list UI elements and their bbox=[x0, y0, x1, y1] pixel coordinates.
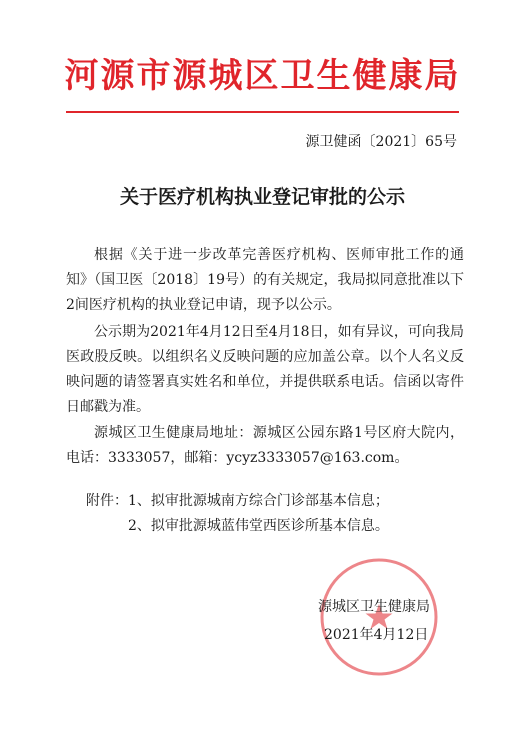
signature-org: 源城区卫生健康局 bbox=[318, 599, 430, 615]
body-paragraph-1 bbox=[66, 243, 464, 318]
body-paragraph-3 bbox=[66, 421, 464, 471]
attachment-item bbox=[86, 489, 389, 514]
red-divider-line bbox=[66, 111, 459, 113]
official-seal-stamp bbox=[318, 556, 440, 678]
attachment-item-text: 1、拟审批源城南方综合门诊部基本信息； bbox=[128, 493, 389, 509]
document-title: 关于医疗机构执业登记审批的公示 bbox=[119, 186, 405, 208]
paragraph-text: 源城区卫生健康局地址：源城区公园东路1号区府大院内，电话：3333057，邮箱：ycyz3333057@163.com。 bbox=[66, 425, 464, 466]
attachments bbox=[86, 489, 389, 539]
body-paragraph-2 bbox=[66, 320, 464, 420]
attachment-item-text: 2、拟审批源城蓝伟堂西医诊所基本信息。 bbox=[128, 518, 389, 534]
attachment-item bbox=[86, 514, 389, 539]
paragraph-text: 根据《关于进一步改革完善医疗机构、医师审批工作的通知》（国卫医〔2018〕19号）的有关规定，我局拟同意批准以下2间医疗机构的执业登记申请，现予以公示。 bbox=[66, 247, 464, 313]
document-number: 源卫健函〔2021〕65号 bbox=[305, 134, 457, 150]
paragraph-text: 公示期为2021年4月12日至4月18日，如有异议，可向我局医政股反映。以组织名义反映问题的应加盖公章。以个人名义反映问题的请签署真实姓名和单位，并提供联系电话。信函以寄件日邮戳为准。 bbox=[66, 324, 464, 415]
letterhead: 河源市源城区卫生健康局 bbox=[64, 56, 461, 96]
signature-date: 2021年4月12日 bbox=[324, 627, 429, 643]
attachments-label: 附件： bbox=[86, 493, 128, 509]
